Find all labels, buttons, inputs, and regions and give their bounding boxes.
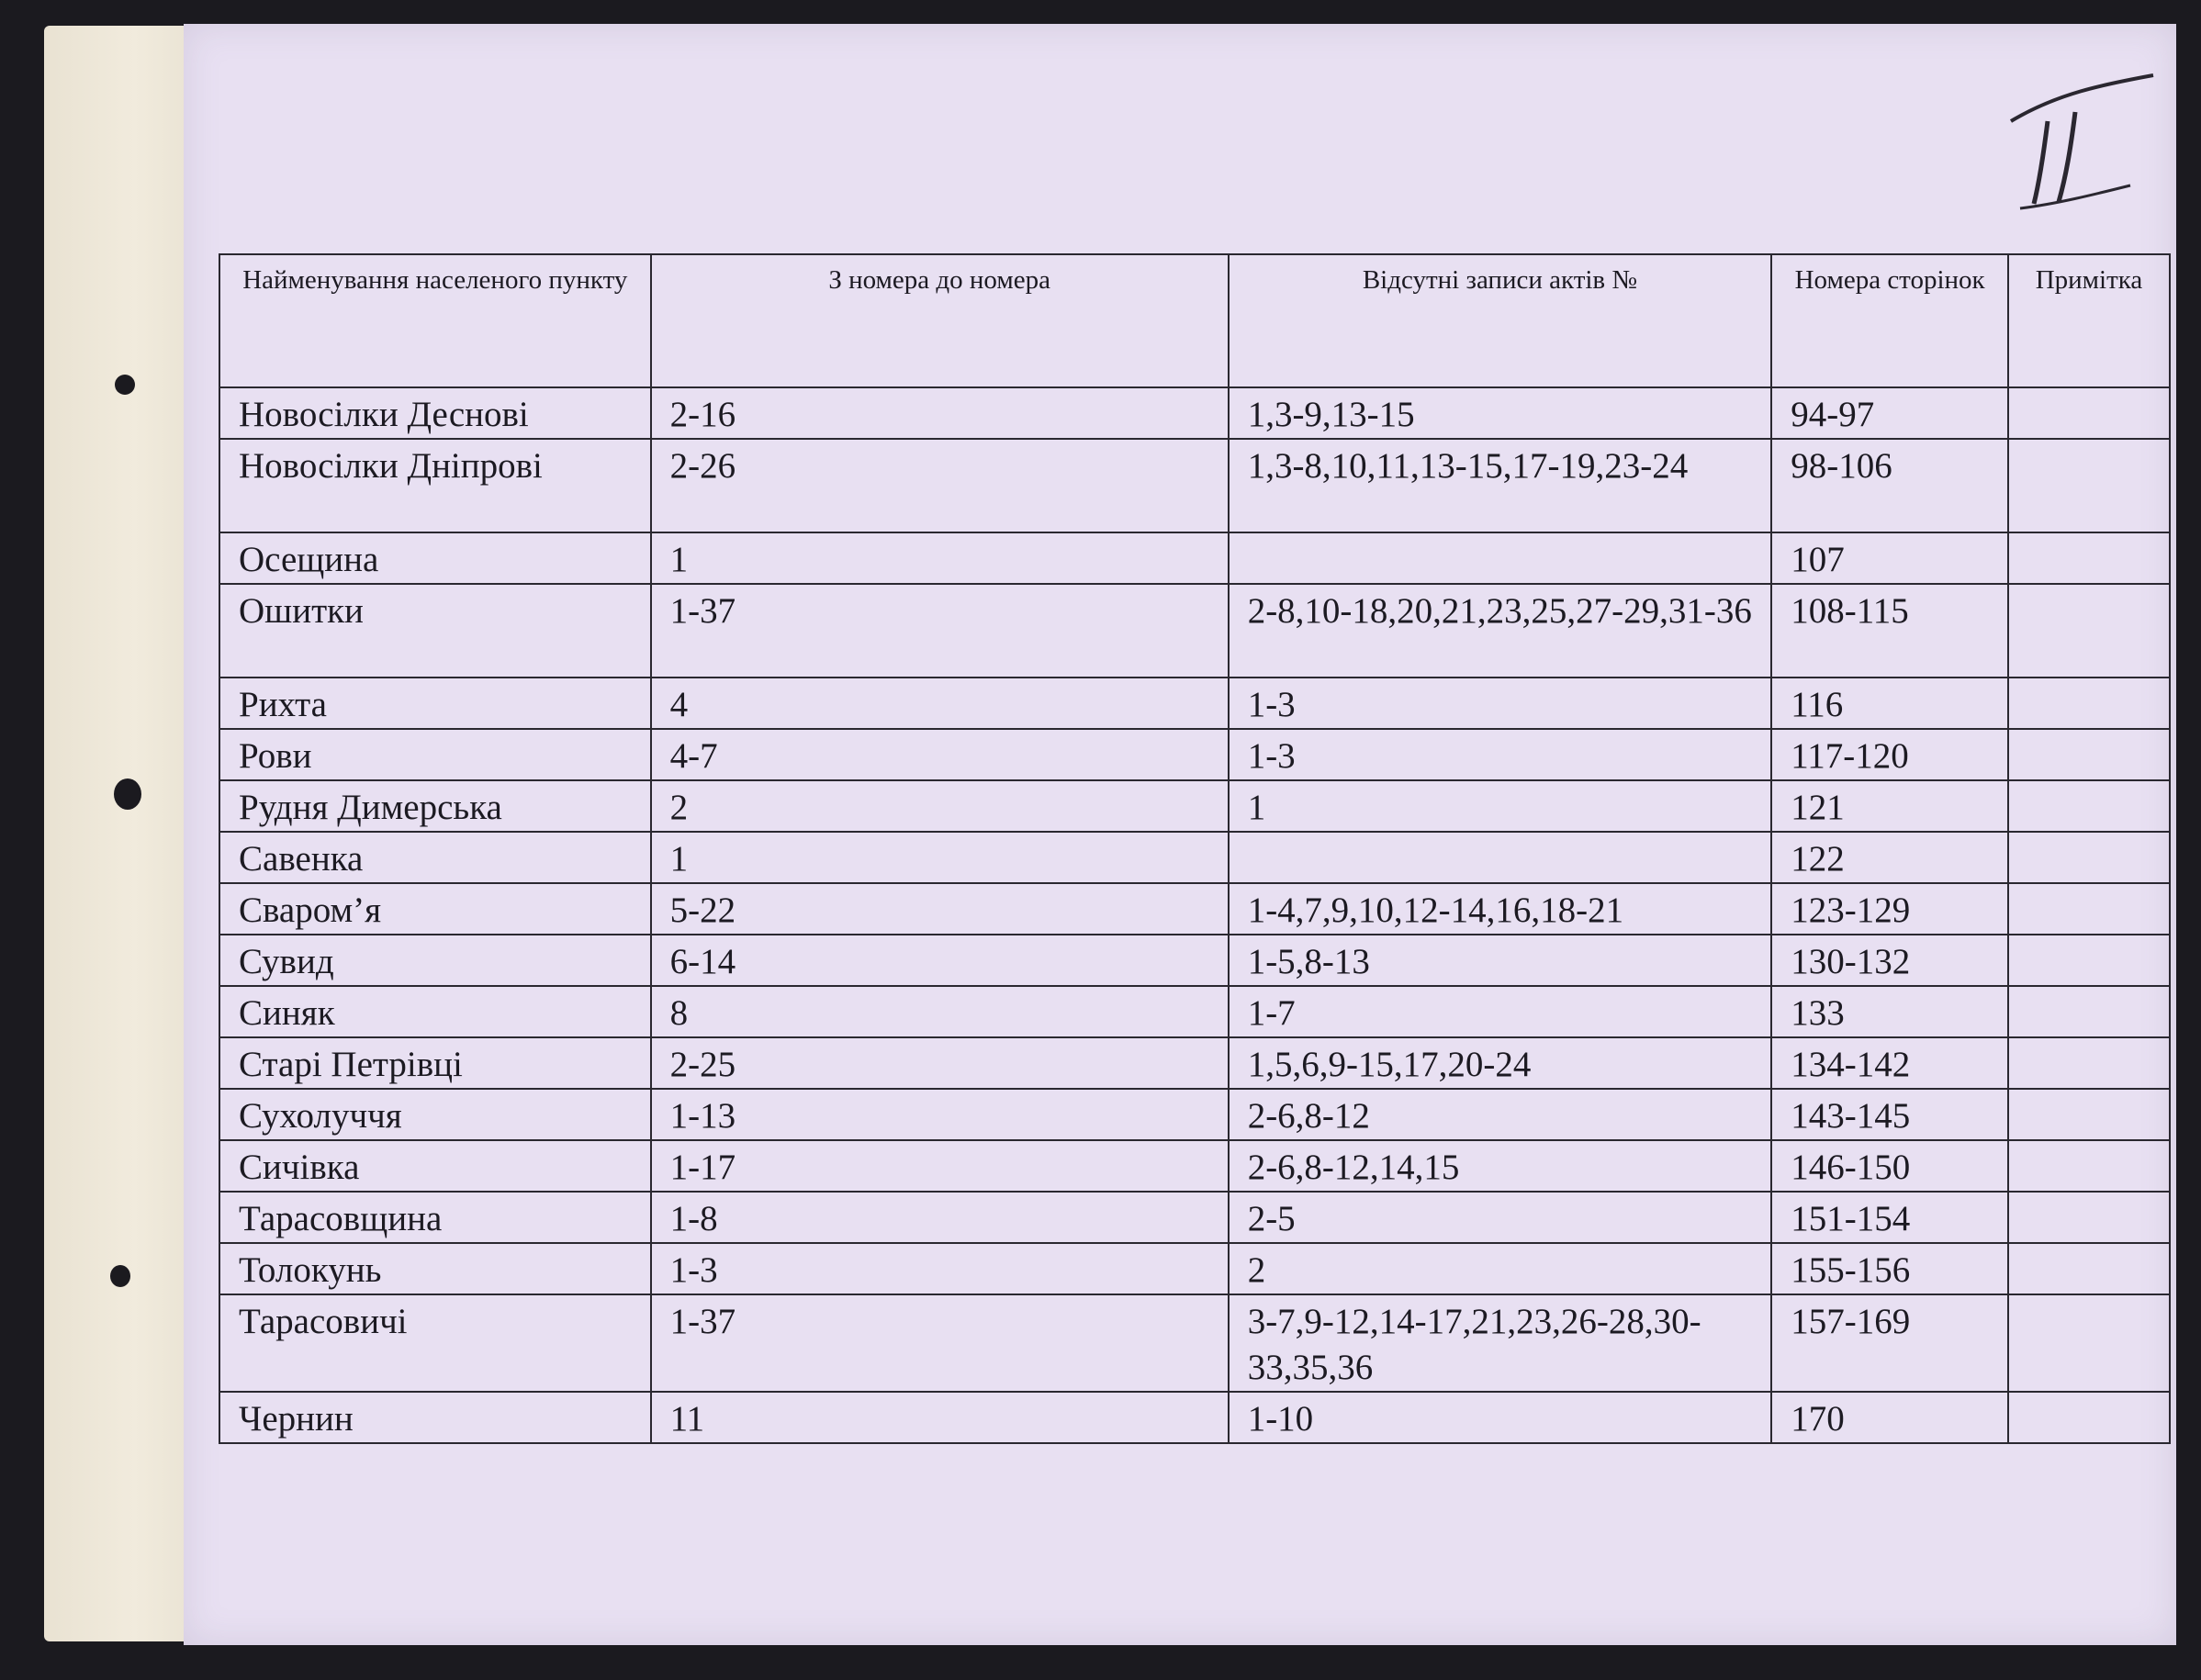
cell-missing: 2-5 xyxy=(1229,1192,1772,1243)
cell-from-to: 8 xyxy=(651,986,1229,1037)
table-row xyxy=(219,678,2170,729)
cell-settlement: Рови xyxy=(219,729,651,780)
cell-note xyxy=(2008,584,2170,678)
cell-pages: 170 xyxy=(1771,1392,2008,1443)
cell-settlement: Сваром’я xyxy=(219,883,651,935)
cell-settlement: Тарасовщина xyxy=(219,1192,651,1243)
cell-note xyxy=(2008,935,2170,986)
cell-note xyxy=(2008,532,2170,584)
table-row xyxy=(219,883,2170,935)
cell-from-to: 1-8 xyxy=(651,1192,1229,1243)
cell-from-to: 1 xyxy=(651,832,1229,883)
cell-missing: 2-6,8-12 xyxy=(1229,1089,1772,1140)
cell-from-to: 1-17 xyxy=(651,1140,1229,1192)
cell-note xyxy=(2008,729,2170,780)
cell-missing xyxy=(1229,832,1772,883)
cell-missing: 1,5,6,9-15,17,20-24 xyxy=(1229,1037,1772,1089)
cell-from-to: 1-37 xyxy=(651,1294,1229,1392)
cell-missing: 1-4,7,9,10,12-14,16,18-21 xyxy=(1229,883,1772,935)
cell-note xyxy=(2008,439,2170,532)
table-row xyxy=(219,532,2170,584)
table-row xyxy=(219,584,2170,678)
cell-missing: 1-5,8-13 xyxy=(1229,935,1772,986)
cell-note xyxy=(2008,883,2170,935)
cell-settlement: Ошитки xyxy=(219,584,651,678)
cell-from-to: 2-16 xyxy=(651,387,1229,439)
handwritten-mark xyxy=(2002,57,2158,222)
cell-pages: 116 xyxy=(1771,678,2008,729)
cell-pages: 134-142 xyxy=(1771,1037,2008,1089)
table-row xyxy=(219,1294,2170,1392)
cell-settlement: Чернин xyxy=(219,1392,651,1443)
cell-from-to: 6-14 xyxy=(651,935,1229,986)
cell-note xyxy=(2008,1243,2170,1294)
cell-pages: 155-156 xyxy=(1771,1243,2008,1294)
records-table xyxy=(219,253,2171,1444)
cell-from-to: 11 xyxy=(651,1392,1229,1443)
cell-missing: 3-7,9-12,14-17,21,23,26-28,30-33,35,36 xyxy=(1229,1294,1772,1392)
cell-pages: 123-129 xyxy=(1771,883,2008,935)
table-row xyxy=(219,780,2170,832)
cell-note xyxy=(2008,1392,2170,1443)
table-row xyxy=(219,935,2170,986)
cell-from-to: 2-25 xyxy=(651,1037,1229,1089)
cell-note xyxy=(2008,986,2170,1037)
binding-hole xyxy=(114,778,141,810)
cell-note xyxy=(2008,1037,2170,1089)
cell-settlement: Новосілки Дніпрові xyxy=(219,439,651,532)
cell-note xyxy=(2008,678,2170,729)
cell-pages: 121 xyxy=(1771,780,2008,832)
cell-note xyxy=(2008,780,2170,832)
cell-pages: 108-115 xyxy=(1771,584,2008,678)
cell-from-to: 1-37 xyxy=(651,584,1229,678)
cell-from-to: 1-13 xyxy=(651,1089,1229,1140)
header-from-to: З номера до номера xyxy=(651,254,1229,387)
cell-note xyxy=(2008,1294,2170,1392)
cell-missing: 1-10 xyxy=(1229,1392,1772,1443)
table-row xyxy=(219,1089,2170,1140)
binding-hole xyxy=(110,1265,130,1287)
cell-settlement: Сичівка xyxy=(219,1140,651,1192)
cell-settlement: Рудня Димерська xyxy=(219,780,651,832)
cell-missing: 1-7 xyxy=(1229,986,1772,1037)
cell-pages: 130-132 xyxy=(1771,935,2008,986)
cell-from-to: 2-26 xyxy=(651,439,1229,532)
cell-settlement: Старі Петрівці xyxy=(219,1037,651,1089)
cell-pages: 146-150 xyxy=(1771,1140,2008,1192)
cell-missing: 1,3-8,10,11,13-15,17-19,23-24 xyxy=(1229,439,1772,532)
header-note: Примітка xyxy=(2008,254,2170,387)
cell-missing: 1-3 xyxy=(1229,729,1772,780)
header-settlement: Найменування населеного пункту xyxy=(219,254,651,387)
cell-from-to: 1 xyxy=(651,532,1229,584)
cell-missing: 2-8,10-18,20,21,23,25,27-29,31-36 xyxy=(1229,584,1772,678)
cell-missing: 1-3 xyxy=(1229,678,1772,729)
header-pages: Номера сторінок xyxy=(1771,254,2008,387)
cell-settlement: Сувид xyxy=(219,935,651,986)
table-row xyxy=(219,986,2170,1037)
cell-note xyxy=(2008,832,2170,883)
binding-hole xyxy=(115,375,135,395)
cell-missing: 1 xyxy=(1229,780,1772,832)
cell-pages: 107 xyxy=(1771,532,2008,584)
table-row xyxy=(219,729,2170,780)
cell-settlement: Тарасовичі xyxy=(219,1294,651,1392)
cell-pages: 98-106 xyxy=(1771,439,2008,532)
cell-note xyxy=(2008,1140,2170,1192)
cell-pages: 133 xyxy=(1771,986,2008,1037)
cell-pages: 122 xyxy=(1771,832,2008,883)
cell-pages: 157-169 xyxy=(1771,1294,2008,1392)
header-missing: Відсутні записи актів № xyxy=(1229,254,1772,387)
cell-from-to: 4 xyxy=(651,678,1229,729)
cell-settlement: Сухолуччя xyxy=(219,1089,651,1140)
cell-from-to: 2 xyxy=(651,780,1229,832)
cell-settlement: Толокунь xyxy=(219,1243,651,1294)
cell-settlement: Рихта xyxy=(219,678,651,729)
cell-pages: 143-145 xyxy=(1771,1089,2008,1140)
cell-settlement: Осещина xyxy=(219,532,651,584)
cell-missing xyxy=(1229,532,1772,584)
cell-settlement: Новосілки Деснові xyxy=(219,387,651,439)
cell-note xyxy=(2008,1192,2170,1243)
table-header-row xyxy=(219,254,2170,387)
table-row xyxy=(219,1192,2170,1243)
table-row xyxy=(219,1140,2170,1192)
table-row xyxy=(219,439,2170,532)
table-row xyxy=(219,387,2170,439)
cell-note xyxy=(2008,1089,2170,1140)
table-row xyxy=(219,1392,2170,1443)
cell-missing: 2-6,8-12,14,15 xyxy=(1229,1140,1772,1192)
cell-note xyxy=(2008,387,2170,439)
table-row xyxy=(219,1037,2170,1089)
cell-pages: 117-120 xyxy=(1771,729,2008,780)
table-row xyxy=(219,832,2170,883)
cell-pages: 94-97 xyxy=(1771,387,2008,439)
cell-from-to: 4-7 xyxy=(651,729,1229,780)
cell-missing: 1,3-9,13-15 xyxy=(1229,387,1772,439)
cell-from-to: 1-3 xyxy=(651,1243,1229,1294)
cell-settlement: Савенка xyxy=(219,832,651,883)
cell-missing: 2 xyxy=(1229,1243,1772,1294)
table-row xyxy=(219,1243,2170,1294)
cell-settlement: Синяк xyxy=(219,986,651,1037)
cell-pages: 151-154 xyxy=(1771,1192,2008,1243)
cell-from-to: 5-22 xyxy=(651,883,1229,935)
